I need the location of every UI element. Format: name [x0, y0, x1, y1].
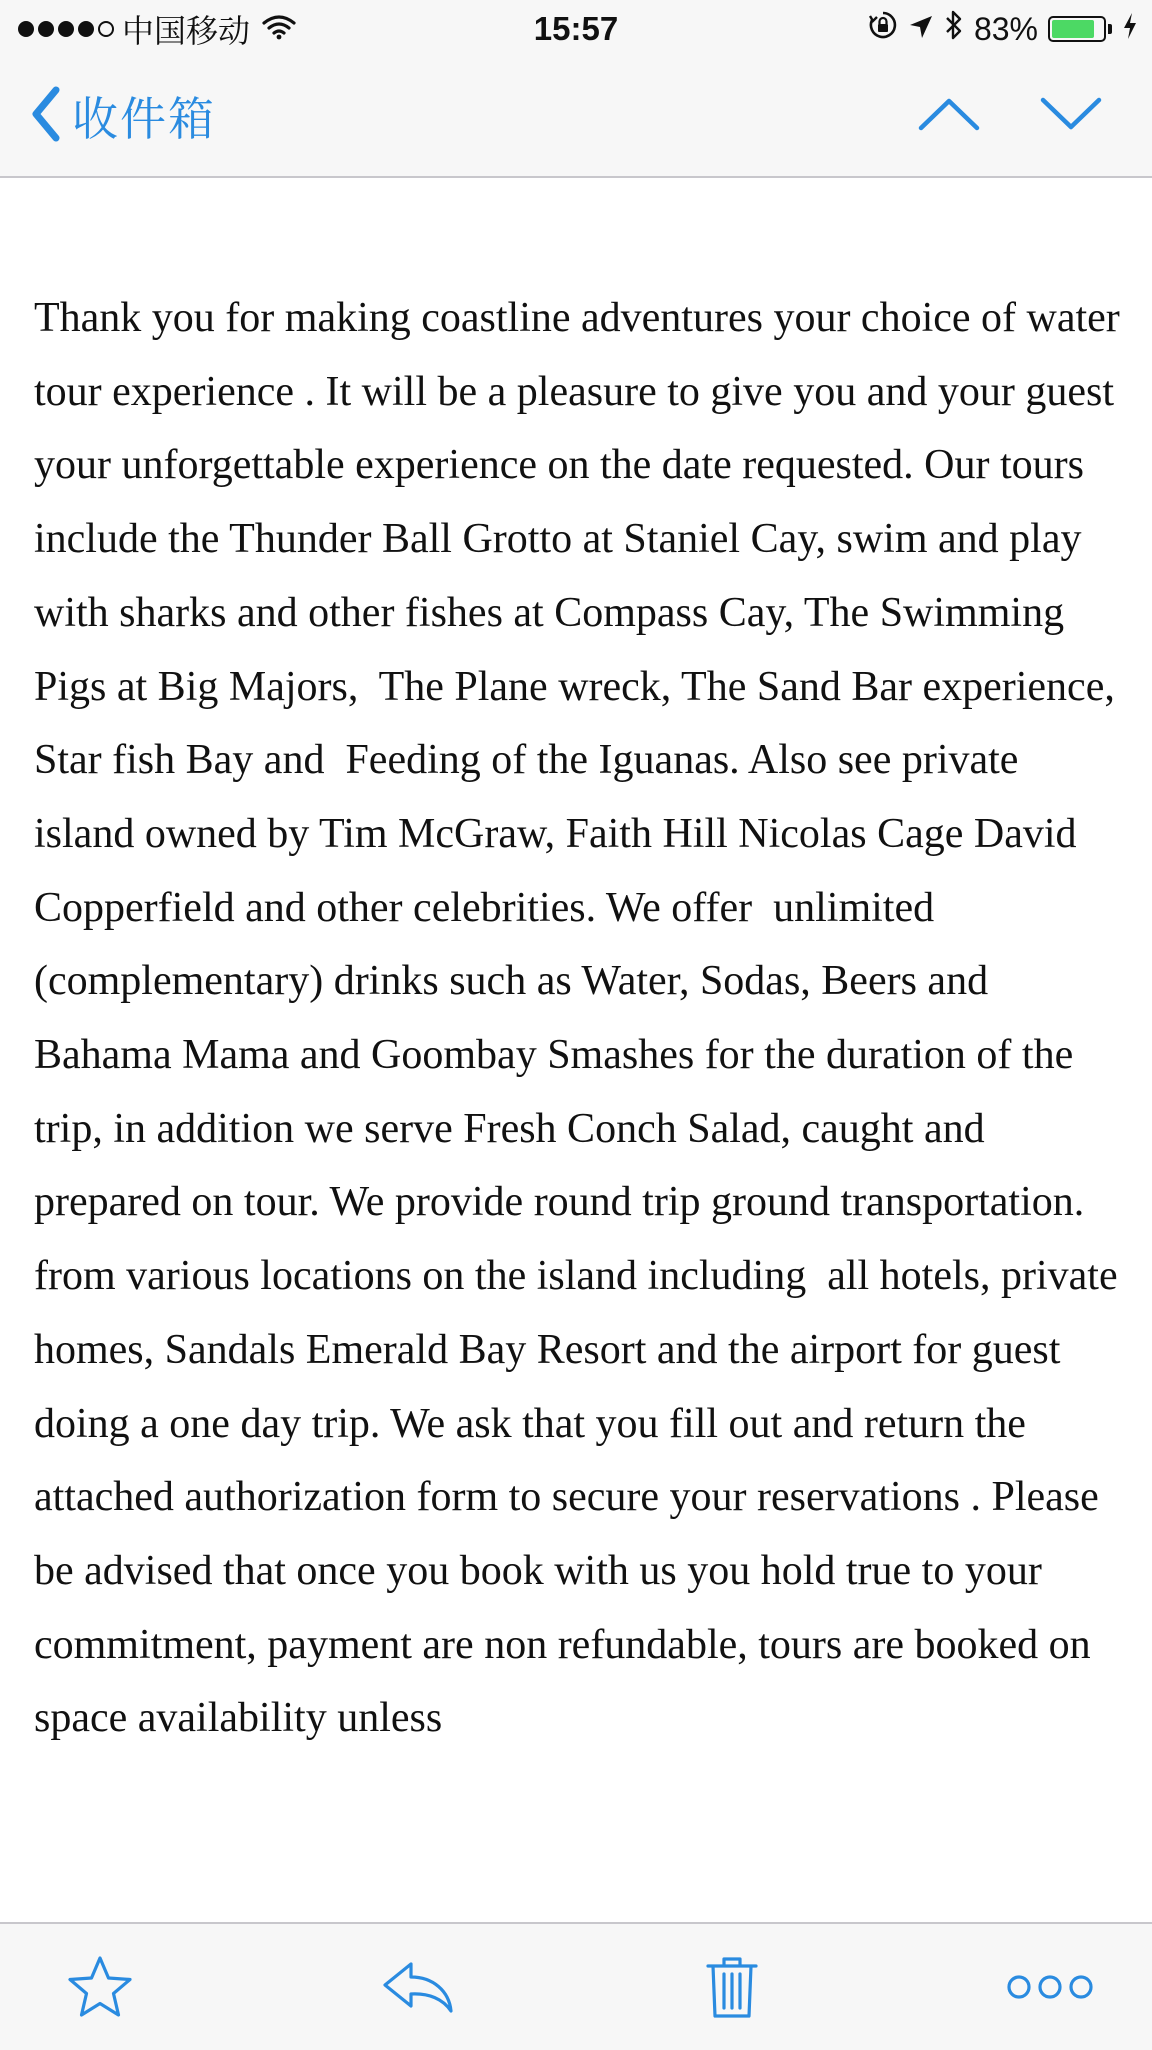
trash-icon: [705, 1954, 759, 2025]
chevron-up-icon: [918, 97, 980, 136]
carrier-name: 中国移动: [122, 13, 251, 49]
orientation-lock-icon: [868, 10, 898, 48]
more-icon: [1006, 1973, 1094, 2006]
chevron-down-icon: [1040, 97, 1102, 136]
status-time: 15:57: [533, 10, 619, 47]
star-icon: [66, 1954, 134, 2025]
charging-bolt-icon: [1122, 11, 1138, 48]
battery-icon: [1048, 16, 1106, 42]
status-right: [868, 8, 1138, 50]
back-to-inbox-button[interactable]: [30, 84, 216, 148]
location-arrow-icon: [908, 11, 934, 48]
bluetooth-icon: [944, 9, 964, 49]
next-message-button[interactable]: [1036, 86, 1106, 146]
reply-button[interactable]: [378, 1954, 458, 2024]
battery-percent: 83%: [973, 10, 1038, 47]
status-bar: [0, 0, 1152, 58]
reply-icon: [381, 1959, 455, 2020]
bottom-toolbar: [0, 1922, 1152, 2050]
message-body-text: Thank you for making coastline adventures your choice of water tour experience . It will be a pleasure to give you and your guest your unforgettable experience on the date requested. Our tours include the Thunder Ball Grotto at Staniel Cay, swim and play with sharks and other fishes at Compass Cay, The Swimming Pigs at Big Majors, The Plane wreck, The Sand Bar experience, Star fish Bay and Feeding of the Iguanas. Also see private island owned by Tim McGraw, Faith Hill Nicolas Cage David Copperfield and other celebrities. We offer unlimited (complementary) drinks such as Water, Sodas, Beers and Bahama Mama and Goombay Smashes for the duration of the trip, in addition we serve Fresh Conch Salad, caught and prepared on tour. We provide round trip ground transportation. from various locations on the island including all hotels, private homes, Sandals Emerald Bay Resort and the airport for guest doing a one day trip. We ask that you fill out and return the attached authorization form to secure your reservations . Please be advised that once you book with us you hold true to your commitment, payment are non refundable, tours are booked on space availability unless: [34, 295, 1131, 1742]
navigation-bar: [0, 58, 1152, 178]
delete-button[interactable]: [692, 1954, 772, 2024]
previous-message-button[interactable]: [914, 86, 984, 146]
chevron-left-icon: [30, 86, 60, 147]
back-button-label: 收件箱: [72, 93, 216, 145]
more-actions-button[interactable]: [1010, 1954, 1090, 2024]
flag-favorite-button[interactable]: [60, 1954, 140, 2024]
battery-tip: [1108, 24, 1112, 34]
battery-level-fill: [1052, 20, 1094, 38]
